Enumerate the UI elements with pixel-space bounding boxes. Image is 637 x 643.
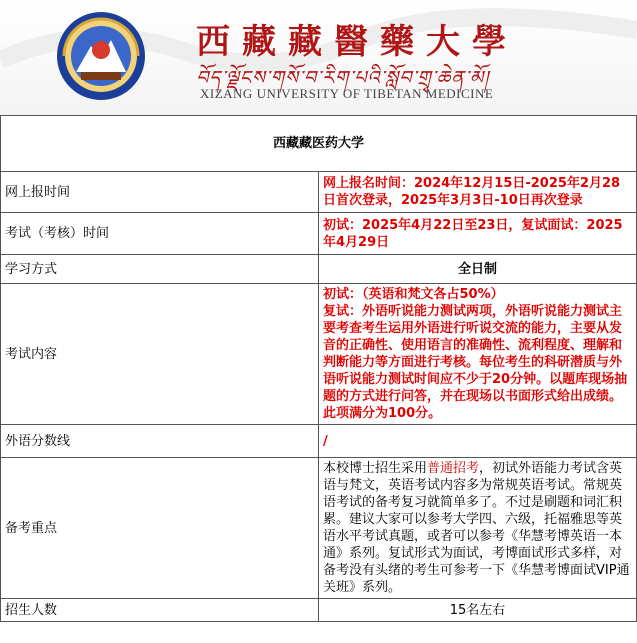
prep-value	[319, 458, 637, 599]
university-name-cell: 西藏藏医药大学	[1, 116, 637, 172]
study-mode-value: 全日制	[319, 255, 637, 284]
university-english-title: XIZANG UNIVERSITY OF TIBETAN MEDICINE	[200, 86, 494, 101]
university-tibetan-title: བོད་ལྗོངས་གསོ་བ་རིག་པའི་སློབ་གྲྭ་ཆེན་མོ།	[196, 67, 490, 89]
enrollment-value: 15名左右	[319, 599, 637, 622]
prep-text-before: 本校博士招生采用	[323, 461, 428, 476]
table-row-study-mode	[1, 255, 637, 284]
exam-content-label: 考试内容	[1, 284, 319, 425]
table-row-language-score	[1, 425, 637, 458]
exam-time-value: 初试：2025年4月22日至23日，复试面试：2025年4月29日	[319, 213, 637, 255]
registration-label: 网上报时间	[1, 172, 319, 213]
language-score-label: 外语分数线	[1, 425, 319, 458]
table-row-prep	[1, 458, 637, 599]
general-admission-link[interactable]: 普通招考	[427, 461, 480, 476]
exam-content-value: 初试：（英语和梵文各占50%） 复试：外语听说能力测试两项，外语听说能力测试主要考查考生运用外语进行听说交流的能力，主要从发音的正确性、使用语言的准确性、流利程度、理解和判断能力等方面进行考核。每位考生的科研潜质与外语听说能力测试时间应不少于20分钟。以题库现场抽题的方式进行问答，并在现场以书面形式给出成绩。此项满分为100分。	[319, 284, 637, 425]
table-row-exam-content	[1, 284, 637, 425]
registration-value: 网上报名时间：2024年12月15日-2025年2月28日首次登录，2025年3月3日-10日再次登录	[319, 172, 637, 213]
header-banner	[0, 0, 637, 116]
prep-text-after: ，初试外语能力考试含英语与梵文，英语考试内容多为常规英语考试。常规英语考试的备考复习就简单多了。不过是刷题和词汇积累。建议大家可以参考大学四、六级，托福雅思等英语水平考试真题，或者可以参考《华慧考博英语一本通》系列。复试形式为面试，考博面试形式多样，对备考没有头绪的考生可参考一下《华慧考博面试VIP通关班》系列。	[323, 461, 630, 595]
enrollment-label: 招生人数	[1, 599, 319, 622]
table-row-registration	[1, 172, 637, 213]
exam-time-label: 考试（考核）时间	[1, 213, 319, 255]
university-chinese-title: 西藏藏醫藥大學	[196, 22, 518, 62]
admission-info-table	[0, 115, 637, 622]
table-row-title	[1, 116, 637, 172]
study-mode-label: 学习方式	[1, 255, 319, 284]
prep-label: 备考重点	[1, 458, 319, 599]
university-emblem-icon	[46, 10, 156, 102]
language-score-value: /	[319, 425, 637, 458]
table-row-enrollment	[1, 599, 637, 622]
table-row-exam-time	[1, 213, 637, 255]
